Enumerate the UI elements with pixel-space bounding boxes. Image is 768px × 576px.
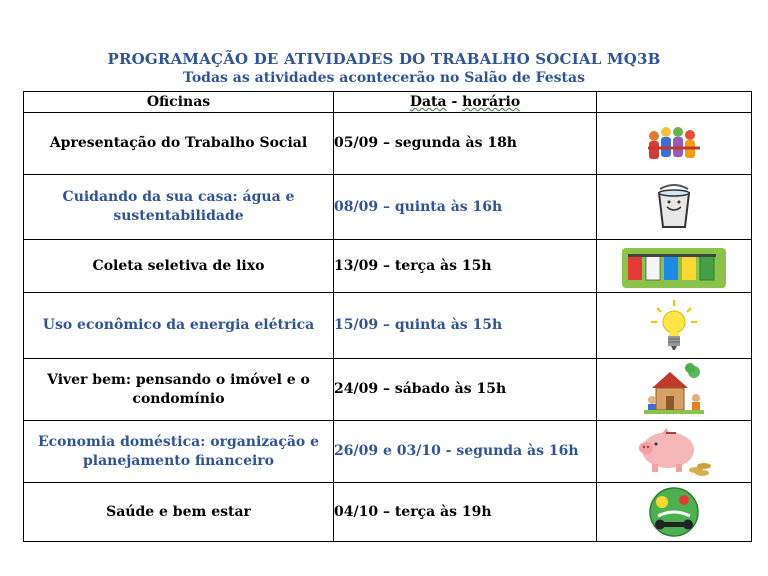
activities-table — [23, 91, 752, 542]
oficina-cell: Viver bem: pensando o imóvel e o condomínio — [24, 359, 334, 421]
table-header-row — [24, 92, 752, 113]
date-cell: 08/09 – quinta às 16h — [334, 175, 597, 240]
image-cell — [597, 293, 752, 359]
table-row — [24, 359, 752, 421]
piggy-bank-icon — [636, 426, 712, 478]
oficina-cell: Uso econômico da energia elétrica — [24, 293, 334, 359]
date-cell: 26/09 e 03/10 - segunda às 16h — [334, 421, 597, 483]
oficina-cell: Saúde e bem estar — [24, 483, 334, 542]
recycling-bins-icon — [622, 244, 726, 288]
table-row — [24, 240, 752, 293]
lightbulb-icon — [649, 298, 699, 354]
table-row — [24, 175, 752, 240]
table-row — [24, 483, 752, 542]
oficina-cell: Apresentação do Trabalho Social — [24, 113, 334, 175]
house-family-icon — [642, 362, 706, 418]
date-cell: 24/09 – sábado às 15h — [334, 359, 597, 421]
image-cell — [597, 175, 752, 240]
image-cell — [597, 483, 752, 542]
image-cell — [597, 240, 752, 293]
oficina-cell: Cuidando da sua casa: água e sustentabilidade — [24, 175, 334, 240]
column-header-data-horario: Data - horário — [334, 92, 597, 113]
column-header-image — [597, 92, 752, 113]
table-row — [24, 113, 752, 175]
bucket-icon — [654, 183, 694, 231]
date-cell: 15/09 – quinta às 15h — [334, 293, 597, 359]
page-title: PROGRAMAÇÃO DE ATIVIDADES DO TRABALHO SOCIAL MQ3B — [107, 50, 661, 68]
date-cell: 05/09 – segunda às 18h — [334, 113, 597, 175]
people-group-icon — [644, 122, 704, 166]
date-cell: 13/09 – terça às 15h — [334, 240, 597, 293]
date-cell: 04/10 – terça às 19h — [334, 483, 597, 542]
health-wellness-icon — [646, 486, 702, 538]
table-row — [24, 421, 752, 483]
image-cell — [597, 421, 752, 483]
table-row — [24, 293, 752, 359]
column-header-oficinas: Oficinas — [24, 92, 334, 113]
oficina-cell: Coleta seletiva de lixo — [24, 240, 334, 293]
image-cell — [597, 113, 752, 175]
image-cell — [597, 359, 752, 421]
page-subtitle: Todas as atividades acontecerão no Salão de Festas — [183, 70, 585, 86]
oficina-cell: Economia doméstica: organização e planejamento financeiro — [24, 421, 334, 483]
